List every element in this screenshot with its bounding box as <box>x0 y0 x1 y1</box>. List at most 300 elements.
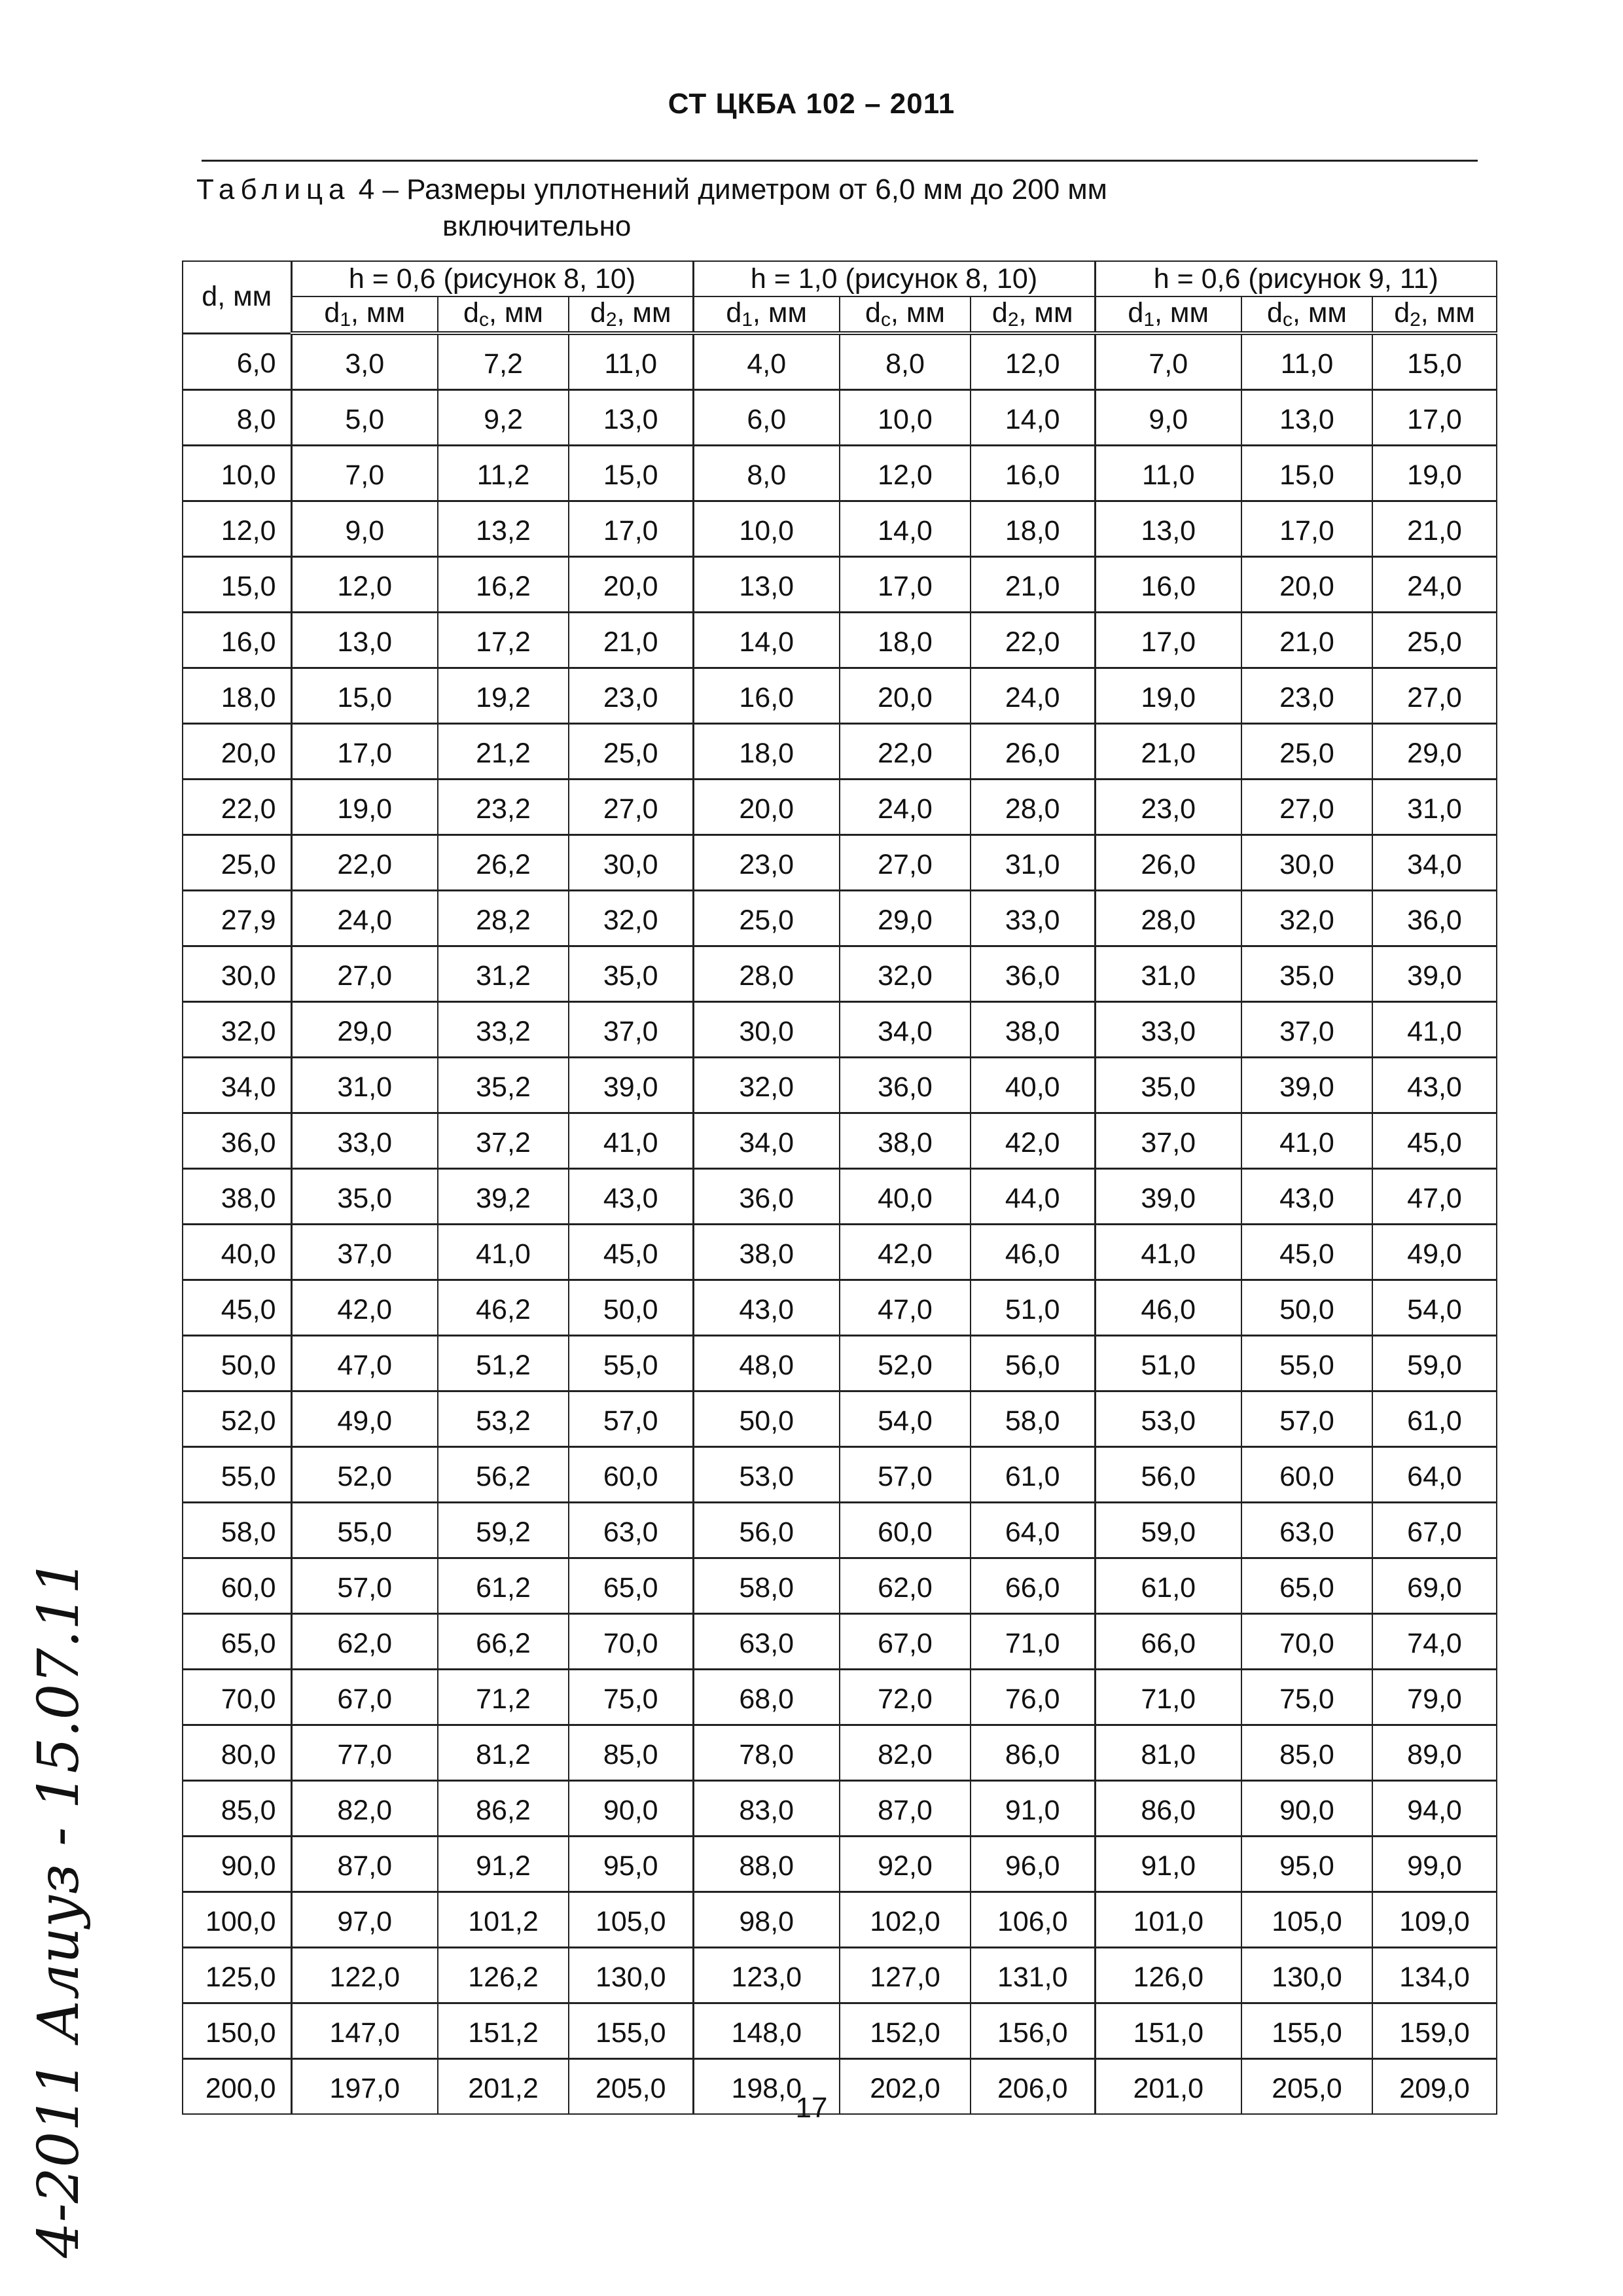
table-cell: 31,0 <box>971 835 1095 891</box>
table-cell: 8,0 <box>693 446 840 501</box>
cell-d: 40,0 <box>183 1225 291 1280</box>
table-cell: 38,0 <box>693 1225 840 1280</box>
table-cell: 198,0 <box>693 2059 840 2115</box>
table-cell: 131,0 <box>971 1948 1095 2003</box>
subheader-d1-g3: $d_1$, мм <box>1095 296 1241 333</box>
table-cell: 41,0 <box>438 1225 569 1280</box>
table-cell: 39,0 <box>1095 1169 1241 1225</box>
table-cell: 48,0 <box>693 1336 840 1391</box>
table-cell: 83,0 <box>693 1781 840 1837</box>
table-cell: 17,2 <box>438 613 569 668</box>
table-cell: 60,0 <box>569 1447 693 1503</box>
table-cell: 39,0 <box>1241 1058 1372 1113</box>
table-cell: 23,0 <box>569 668 693 724</box>
table-cell: 35,0 <box>1241 946 1372 1002</box>
table-cell: 92,0 <box>840 1837 971 1892</box>
table-cell: 95,0 <box>569 1837 693 1892</box>
table-cell: 31,0 <box>291 1058 438 1113</box>
table-row <box>183 1781 1497 1837</box>
table-row <box>183 1280 1497 1336</box>
table-cell: 155,0 <box>1241 2003 1372 2059</box>
table-cell: 17,0 <box>1372 390 1497 446</box>
subheader-d1-g1: $d_1$, мм <box>291 296 438 333</box>
table-cell: 38,0 <box>840 1113 971 1169</box>
table-cell: 88,0 <box>693 1837 840 1892</box>
table-cell: 101,2 <box>438 1892 569 1948</box>
table-cell: 79,0 <box>1372 1670 1497 1725</box>
cell-d: 18,0 <box>183 668 291 724</box>
table-cell: 65,0 <box>569 1558 693 1614</box>
table-cell: 37,0 <box>1241 1002 1372 1058</box>
table-cell: 105,0 <box>569 1892 693 1948</box>
table-cell: 13,0 <box>693 557 840 613</box>
table-cell: 91,0 <box>1095 1837 1241 1892</box>
table-cell: 31,2 <box>438 946 569 1002</box>
table-cell: 87,0 <box>291 1837 438 1892</box>
table-cell: 68,0 <box>693 1670 840 1725</box>
table-cell: 59,0 <box>1372 1336 1497 1391</box>
table-cell: 23,2 <box>438 780 569 835</box>
table-cell: 24,0 <box>971 668 1095 724</box>
table-cell: 25,0 <box>569 724 693 780</box>
table-cell: 86,0 <box>971 1725 1095 1781</box>
table-cell: 30,0 <box>1241 835 1372 891</box>
table-cell: 17,0 <box>1241 501 1372 557</box>
table-cell: 29,0 <box>1372 724 1497 780</box>
table-cell: 50,0 <box>1241 1280 1372 1336</box>
table-cell: 51,0 <box>1095 1336 1241 1391</box>
table-cell: 43,0 <box>1372 1058 1497 1113</box>
table-row <box>183 835 1497 891</box>
table-cell: 97,0 <box>291 1892 438 1948</box>
table-cell: 41,0 <box>569 1113 693 1169</box>
table-cell: 27,0 <box>569 780 693 835</box>
cell-d: 38,0 <box>183 1169 291 1225</box>
table-cell: 16,0 <box>971 446 1095 501</box>
table-cell: 42,0 <box>840 1225 971 1280</box>
table-cell: 45,0 <box>1241 1225 1372 1280</box>
header-group-2: h = 1,0 (рисунок 8, 10) <box>693 261 1095 296</box>
table-cell: 130,0 <box>1241 1948 1372 2003</box>
table-cell: 130,0 <box>569 1948 693 2003</box>
table-row <box>183 501 1497 557</box>
table-cell: 205,0 <box>569 2059 693 2115</box>
table-cell: 13,0 <box>569 390 693 446</box>
table-cell: 20,0 <box>693 780 840 835</box>
table-row <box>183 1002 1497 1058</box>
table-cell: 29,0 <box>291 1002 438 1058</box>
table-row <box>183 2003 1497 2059</box>
table-cell: 7,0 <box>1095 333 1241 390</box>
table-cell: 33,0 <box>291 1113 438 1169</box>
table-cell: 209,0 <box>1372 2059 1497 2115</box>
table-cell: 24,0 <box>291 891 438 946</box>
table-cell: 56,2 <box>438 1447 569 1503</box>
table-cell: 28,2 <box>438 891 569 946</box>
table-cell: 15,0 <box>1372 333 1497 390</box>
table-cell: 156,0 <box>971 2003 1095 2059</box>
table-cell: 19,2 <box>438 668 569 724</box>
cell-d: 27,9 <box>183 891 291 946</box>
table-cell: 148,0 <box>693 2003 840 2059</box>
table-cell: 21,0 <box>569 613 693 668</box>
table-cell: 63,0 <box>569 1503 693 1558</box>
table-cell: 41,0 <box>1241 1113 1372 1169</box>
header-rule <box>202 160 1478 162</box>
table-row <box>183 1948 1497 2003</box>
table-cell: 39,0 <box>569 1058 693 1113</box>
table-cell: 70,0 <box>1241 1614 1372 1670</box>
table-cell: 151,0 <box>1095 2003 1241 2059</box>
table-cell: 11,0 <box>1241 333 1372 390</box>
table-cell: 13,0 <box>1241 390 1372 446</box>
cell-d: 50,0 <box>183 1336 291 1391</box>
table-cell: 155,0 <box>569 2003 693 2059</box>
header-group-1: h = 0,6 (рисунок 8, 10) <box>291 261 693 296</box>
table-cell: 76,0 <box>971 1670 1095 1725</box>
table-cell: 66,0 <box>1095 1614 1241 1670</box>
caption-text-line2: включительно <box>442 210 632 242</box>
table-cell: 63,0 <box>693 1614 840 1670</box>
table-cell: 75,0 <box>1241 1670 1372 1725</box>
table-row <box>183 780 1497 835</box>
cell-d: 22,0 <box>183 780 291 835</box>
table-cell: 75,0 <box>569 1670 693 1725</box>
table-cell: 49,0 <box>1372 1225 1497 1280</box>
table-cell: 37,2 <box>438 1113 569 1169</box>
table-cell: 17,0 <box>1095 613 1241 668</box>
table-cell: 15,0 <box>1241 446 1372 501</box>
table-cell: 7,2 <box>438 333 569 390</box>
table-cell: 85,0 <box>569 1725 693 1781</box>
table-cell: 12,0 <box>291 557 438 613</box>
table-cell: 61,2 <box>438 1558 569 1614</box>
table-cell: 53,2 <box>438 1391 569 1447</box>
table-cell: 6,0 <box>693 390 840 446</box>
table-cell: 9,0 <box>291 501 438 557</box>
table-cell: 60,0 <box>1241 1447 1372 1503</box>
table-cell: 72,0 <box>840 1670 971 1725</box>
table-cell: 206,0 <box>971 2059 1095 2115</box>
cell-d: 15,0 <box>183 557 291 613</box>
table-cell: 16,0 <box>1095 557 1241 613</box>
table-cell: 22,0 <box>971 613 1095 668</box>
table-cell: 71,2 <box>438 1670 569 1725</box>
table-cell: 12,0 <box>840 446 971 501</box>
table-cell: 55,0 <box>569 1336 693 1391</box>
table-cell: 51,2 <box>438 1336 569 1391</box>
table-cell: 71,0 <box>1095 1670 1241 1725</box>
subheader-row <box>183 296 1497 333</box>
table-cell: 43,0 <box>693 1280 840 1336</box>
table-cell: 46,0 <box>1095 1280 1241 1336</box>
table-cell: 21,0 <box>1241 613 1372 668</box>
table-cell: 59,0 <box>1095 1503 1241 1558</box>
table-cell: 36,0 <box>840 1058 971 1113</box>
table-row <box>183 946 1497 1002</box>
table-cell: 89,0 <box>1372 1725 1497 1781</box>
table-cell: 126,2 <box>438 1948 569 2003</box>
table-cell: 16,0 <box>693 668 840 724</box>
table-cell: 18,0 <box>840 613 971 668</box>
table-cell: 15,0 <box>569 446 693 501</box>
table-cell: 10,0 <box>840 390 971 446</box>
table-cell: 31,0 <box>1372 780 1497 835</box>
cell-d: 52,0 <box>183 1391 291 1447</box>
table-row <box>183 1058 1497 1113</box>
table-cell: 31,0 <box>1095 946 1241 1002</box>
table-cell: 20,0 <box>569 557 693 613</box>
table-cell: 96,0 <box>971 1837 1095 1892</box>
table-row <box>183 557 1497 613</box>
table-cell: 24,0 <box>840 780 971 835</box>
table-cell: 8,0 <box>840 333 971 390</box>
table-cell: 126,0 <box>1095 1948 1241 2003</box>
handwritten-margin-signature: 4-2011 Алиуз - 15.07.11 <box>26 1558 92 2258</box>
table-row <box>183 1113 1497 1169</box>
table-cell: 21,0 <box>1372 501 1497 557</box>
cell-d: 70,0 <box>183 1670 291 1725</box>
table-cell: 58,0 <box>971 1391 1095 1447</box>
table-row <box>183 1225 1497 1280</box>
table-cell: 11,0 <box>1095 446 1241 501</box>
table-row <box>183 1391 1497 1447</box>
table-cell: 63,0 <box>1241 1503 1372 1558</box>
table-cell: 36,0 <box>1372 891 1497 946</box>
caption-label: Таблица <box>196 173 351 206</box>
table-cell: 87,0 <box>840 1781 971 1837</box>
subheader-d2-g2: $d_2$, мм <box>971 296 1095 333</box>
table-cell: 42,0 <box>971 1113 1095 1169</box>
table-cell: 33,0 <box>971 891 1095 946</box>
cell-d: 20,0 <box>183 724 291 780</box>
cell-d: 8,0 <box>183 390 291 446</box>
table-cell: 29,0 <box>840 891 971 946</box>
table-cell: 159,0 <box>1372 2003 1497 2059</box>
table-cell: 33,2 <box>438 1002 569 1058</box>
table-cell: 147,0 <box>291 2003 438 2059</box>
table-row <box>183 1336 1497 1391</box>
table-cell: 21,0 <box>1095 724 1241 780</box>
table-cell: 41,0 <box>1372 1002 1497 1058</box>
cell-d: 100,0 <box>183 1892 291 1948</box>
table-cell: 69,0 <box>1372 1558 1497 1614</box>
table-body <box>183 333 1497 2114</box>
cell-d: 60,0 <box>183 1558 291 1614</box>
table-cell: 57,0 <box>1241 1391 1372 1447</box>
table-cell: 106,0 <box>971 1892 1095 1948</box>
table-cell: 47,0 <box>1372 1169 1497 1225</box>
table-cell: 27,0 <box>1241 780 1372 835</box>
table-cell: 27,0 <box>1372 668 1497 724</box>
table-cell: 4,0 <box>693 333 840 390</box>
table-cell: 105,0 <box>1241 1892 1372 1948</box>
table-cell: 21,0 <box>971 557 1095 613</box>
table-row <box>183 1837 1497 1892</box>
table-cell: 61,0 <box>1372 1391 1497 1447</box>
table-cell: 26,0 <box>971 724 1095 780</box>
table-cell: 50,0 <box>693 1391 840 1447</box>
table-cell: 43,0 <box>1241 1169 1372 1225</box>
table-cell: 18,0 <box>971 501 1095 557</box>
table-cell: 57,0 <box>569 1391 693 1447</box>
subheader-dc-g3: $d_c$, мм <box>1241 296 1372 333</box>
cell-d: 85,0 <box>183 1781 291 1837</box>
table-cell: 36,0 <box>971 946 1095 1002</box>
table-cell: 62,0 <box>291 1614 438 1670</box>
table-cell: 85,0 <box>1241 1725 1372 1781</box>
table-cell: 23,0 <box>693 835 840 891</box>
table-cell: 30,0 <box>569 835 693 891</box>
table-cell: 33,0 <box>1095 1002 1241 1058</box>
table-row <box>183 613 1497 668</box>
table-cell: 55,0 <box>291 1503 438 1558</box>
table-row <box>183 1670 1497 1725</box>
seal-sizes-table <box>182 260 1497 2115</box>
table-cell: 56,0 <box>1095 1447 1241 1503</box>
table-cell: 60,0 <box>840 1503 971 1558</box>
table-cell: 26,0 <box>1095 835 1241 891</box>
table-row <box>183 724 1497 780</box>
table-cell: 40,0 <box>971 1058 1095 1113</box>
table-cell: 62,0 <box>840 1558 971 1614</box>
table-caption <box>196 171 1309 245</box>
table-cell: 35,0 <box>569 946 693 1002</box>
cell-d: 58,0 <box>183 1503 291 1558</box>
table-cell: 35,2 <box>438 1058 569 1113</box>
table-cell: 35,0 <box>291 1169 438 1225</box>
table-cell: 22,0 <box>840 724 971 780</box>
table-cell: 14,0 <box>693 613 840 668</box>
table-cell: 43,0 <box>569 1169 693 1225</box>
table-cell: 34,0 <box>693 1113 840 1169</box>
caption-text-line1: 4 – Размеры уплотнений диметром от 6,0 мм до 200 мм <box>358 173 1107 206</box>
table-cell: 90,0 <box>1241 1781 1372 1837</box>
subheader-dc-g2: $d_c$, мм <box>840 296 971 333</box>
table-row <box>183 1725 1497 1781</box>
table-row <box>183 668 1497 724</box>
table-cell: 46,2 <box>438 1280 569 1336</box>
table-cell: 101,0 <box>1095 1892 1241 1948</box>
table-cell: 67,0 <box>291 1670 438 1725</box>
table-cell: 77,0 <box>291 1725 438 1781</box>
table-cell: 20,0 <box>840 668 971 724</box>
table-cell: 67,0 <box>840 1614 971 1670</box>
table-cell: 30,0 <box>693 1002 840 1058</box>
table-cell: 61,0 <box>1095 1558 1241 1614</box>
table-cell: 13,0 <box>1095 501 1241 557</box>
cell-d: 125,0 <box>183 1948 291 2003</box>
table-row <box>183 390 1497 446</box>
table-cell: 26,2 <box>438 835 569 891</box>
table-row <box>183 891 1497 946</box>
subheader-dc-g1: $d_c$, мм <box>438 296 569 333</box>
table-cell: 37,0 <box>291 1225 438 1280</box>
page-number: 17 <box>795 2092 828 2124</box>
table-cell: 9,0 <box>1095 390 1241 446</box>
table-cell: 32,0 <box>569 891 693 946</box>
table-cell: 17,0 <box>569 501 693 557</box>
table-row <box>183 446 1497 501</box>
table-cell: 67,0 <box>1372 1503 1497 1558</box>
table-row <box>183 1558 1497 1614</box>
cell-d: 200,0 <box>183 2059 291 2115</box>
cell-d: 36,0 <box>183 1113 291 1169</box>
table-cell: 90,0 <box>569 1781 693 1837</box>
table-cell: 70,0 <box>569 1614 693 1670</box>
table-cell: 42,0 <box>291 1280 438 1336</box>
cell-d: 25,0 <box>183 835 291 891</box>
table-cell: 151,2 <box>438 2003 569 2059</box>
table-cell: 123,0 <box>693 1948 840 2003</box>
subheader-d2-g3: $d_2$, мм <box>1372 296 1497 333</box>
table-cell: 22,0 <box>291 835 438 891</box>
table-cell: 5,0 <box>291 390 438 446</box>
document-header: СТ ЦКБА 102 – 2011 <box>668 88 955 120</box>
cell-d: 55,0 <box>183 1447 291 1503</box>
table-cell: 56,0 <box>693 1503 840 1558</box>
table-cell: 41,0 <box>1095 1225 1241 1280</box>
table-cell: 98,0 <box>693 1892 840 1948</box>
table-cell: 127,0 <box>840 1948 971 2003</box>
cell-d: 150,0 <box>183 2003 291 2059</box>
table-cell: 86,2 <box>438 1781 569 1837</box>
table-cell: 122,0 <box>291 1948 438 2003</box>
table-cell: 53,0 <box>1095 1391 1241 1447</box>
table-row <box>183 1503 1497 1558</box>
table-cell: 32,0 <box>693 1058 840 1113</box>
table-cell: 16,2 <box>438 557 569 613</box>
cell-d: 30,0 <box>183 946 291 1002</box>
table-cell: 11,0 <box>569 333 693 390</box>
table-cell: 86,0 <box>1095 1781 1241 1837</box>
table-cell: 102,0 <box>840 1892 971 1948</box>
table-cell: 39,2 <box>438 1169 569 1225</box>
table-cell: 53,0 <box>693 1447 840 1503</box>
table-cell: 15,0 <box>291 668 438 724</box>
cell-d: 12,0 <box>183 501 291 557</box>
table-cell: 82,0 <box>840 1725 971 1781</box>
cell-d: 32,0 <box>183 1002 291 1058</box>
table-cell: 95,0 <box>1241 1837 1372 1892</box>
table-cell: 71,0 <box>971 1614 1095 1670</box>
table-cell: 50,0 <box>569 1280 693 1336</box>
table-row <box>183 1892 1497 1948</box>
table-cell: 19,0 <box>291 780 438 835</box>
table-cell: 23,0 <box>1095 780 1241 835</box>
cell-d: 65,0 <box>183 1614 291 1670</box>
table-cell: 152,0 <box>840 2003 971 2059</box>
table-cell: 28,0 <box>693 946 840 1002</box>
table-cell: 58,0 <box>693 1558 840 1614</box>
table-row <box>183 1169 1497 1225</box>
table-cell: 20,0 <box>1241 557 1372 613</box>
table-cell: 54,0 <box>840 1391 971 1447</box>
cell-d: 10,0 <box>183 446 291 501</box>
table-cell: 201,2 <box>438 2059 569 2115</box>
table-cell: 28,0 <box>1095 891 1241 946</box>
table-cell: 27,0 <box>291 946 438 1002</box>
table-cell: 32,0 <box>840 946 971 1002</box>
cell-d: 16,0 <box>183 613 291 668</box>
table-cell: 46,0 <box>971 1225 1095 1280</box>
table-cell: 57,0 <box>291 1558 438 1614</box>
cell-d: 90,0 <box>183 1837 291 1892</box>
table-cell: 52,0 <box>840 1336 971 1391</box>
table-cell: 34,0 <box>840 1002 971 1058</box>
cell-d: 80,0 <box>183 1725 291 1781</box>
table-cell: 38,0 <box>971 1002 1095 1058</box>
